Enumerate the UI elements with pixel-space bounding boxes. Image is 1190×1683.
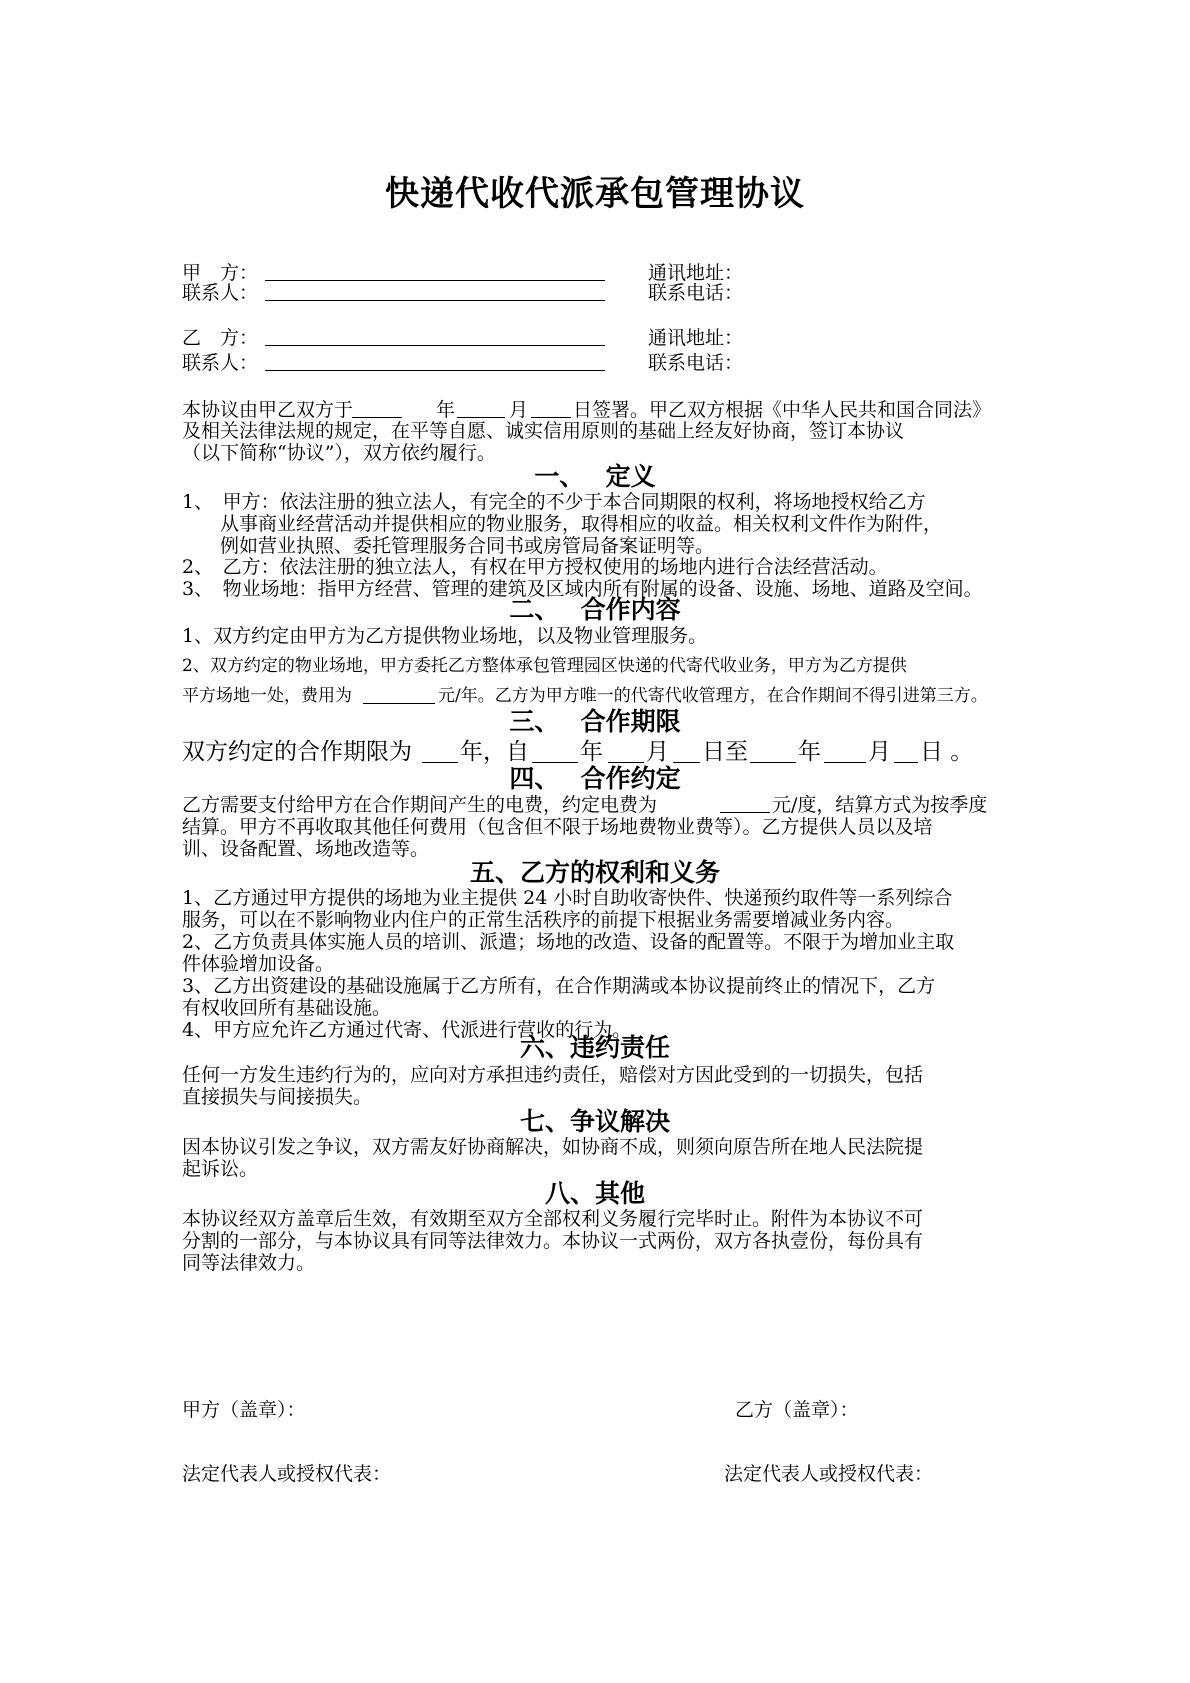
section-5-line-2: 服务，可以在不影响物业内住户的正常生活秩序的前提下根据业务需要增减业务内容。 — [182, 909, 905, 931]
section-7-line-2: 起诉讼。 — [182, 1158, 259, 1180]
party-a-representative-label: 法定代表人或授权代表： — [182, 1463, 392, 1485]
party-a-address-label: 通讯地址： — [648, 262, 744, 284]
section-6-line-1: 任何一方发生违约行为的，应向对方承担违约责任，赔偿对方因此受到的一切损失，包括 — [182, 1064, 924, 1086]
party-a-seal-label: 甲方（盖章）： — [182, 1399, 306, 1421]
intro-text-1a: 本协议由甲乙双方于 — [182, 399, 354, 421]
section-5-line-4: 件体验增加设备。 — [182, 953, 335, 975]
section-2-heading: 二、 合作内容 — [509, 595, 681, 624]
section-5-line-3: 2、乙方负责具体实施人员的培训、派遣；场地的改造、设备的配置等。不限于为增加业主取 — [182, 931, 955, 953]
section-4-line-2: 结算。甲方不再收取其他任何费用（包含但不限于场地费物业费等）。乙方提供人员以及培 — [182, 816, 933, 838]
section-5-heading: 五、乙方的权利和义务 — [469, 858, 720, 887]
section-1-line-2: 从事商业经营活动并提供相应的物业服务，取得相应的收益。相关权利文件作为附件， — [220, 513, 943, 535]
section-4-line-1b: 元/度，结算方式为按季度 — [772, 794, 988, 816]
section-3-text-f: 年 — [798, 739, 821, 765]
electricity-price-blank — [720, 812, 770, 813]
intro-text-1c: 月 — [509, 399, 529, 421]
section-1-line-5: 3、 物业场地：指甲方经营、管理的建筑及区域内所有附属的设备、设施、场地、道路及空间。 — [182, 578, 983, 600]
section-7-heading: 七、争议解决 — [519, 1107, 670, 1136]
section-4-line-1a: 乙方需要支付给甲方在合作期间产生的电费，约定电费为 — [182, 794, 658, 816]
end-month-blank — [824, 762, 866, 763]
section-5-line-6: 有权收回所有基础设施。 — [182, 997, 392, 1019]
party-b-contact-label: 联系人： — [182, 352, 259, 374]
section-2-line-1: 1、双方约定由甲方为乙方提供物业场地，以及物业管理服务。 — [182, 625, 708, 647]
section-6-heading: 六、违约责任 — [519, 1033, 670, 1062]
section-2-line-3b: 元/年。乙方为甲方唯一的代寄代收管理方，在合作期间不得引进第三方。 — [438, 686, 988, 706]
intro-day-blank — [531, 417, 571, 418]
party-a-phone-label: 联系电话： — [648, 282, 744, 304]
start-day-blank — [673, 762, 700, 763]
section-6-line-2: 直接损失与间接损失。 — [182, 1086, 373, 1108]
start-month-blank — [608, 762, 644, 763]
party-a-label: 甲 方： — [182, 262, 259, 284]
section-2-line-2: 2、双方约定的物业场地，甲方委托乙方整体承包管理园区快递的代寄代收业务，甲方为乙方提供 — [182, 656, 907, 676]
section-8-heading: 八、其他 — [544, 1179, 645, 1208]
section-8-line-3: 同等法律效力。 — [182, 1252, 316, 1274]
party-b-contact-blank — [265, 370, 605, 371]
end-year-blank — [750, 762, 796, 763]
section-2-line-3a: 平方场地一处，费用为 — [182, 686, 352, 706]
document-title: 快递代收代派承包管理协议 — [385, 174, 805, 214]
section-3-text-c: 年 — [580, 739, 603, 765]
party-b-representative-label: 法定代表人或授权代表： — [724, 1463, 934, 1485]
section-1-heading: 一、 定义 — [534, 462, 656, 491]
section-3-text-g: 月 — [868, 739, 891, 765]
section-5-line-5: 3、乙方出资建设的基础设施属于乙方所有，在合作期满或本协议提前终止的情况下，乙方 — [182, 975, 936, 997]
section-1-line-1: 1、 甲方：依法注册的独立法人，有完全的不少于本合同期限的权利，将场地授权给乙方 — [182, 491, 926, 513]
section-4-line-3: 训、设备配置、场地改造等。 — [182, 838, 430, 860]
section-1-line-4: 2、 乙方：依法注册的独立法人，有权在甲方授权使用的场地内进行合法经营活动。 — [182, 556, 888, 578]
intro-year-blank — [352, 417, 402, 418]
section-8-line-1: 本协议经双方盖章后生效，有效期至双方全部权利义务履行完毕时止。附件为本协议不可 — [182, 1208, 924, 1230]
party-b-address-label: 通讯地址： — [648, 327, 744, 349]
term-years-blank — [422, 762, 458, 763]
section-3-text-d: 月 — [646, 739, 669, 765]
party-a-contact-label: 联系人： — [182, 282, 259, 304]
section-7-line-1: 因本协议引发之争议，双方需友好协商解决，如协商不成，则须向原告所在地人民法院提 — [182, 1136, 924, 1158]
intro-text-1b: 年 — [436, 399, 456, 421]
party-b-blank — [265, 345, 605, 346]
start-year-blank — [532, 762, 578, 763]
party-b-phone-label: 联系电话： — [648, 352, 744, 374]
section-5-line-7: 4、甲方应允许乙方通过代寄、代派进行营收的行为。 — [182, 1019, 632, 1041]
intro-text-3: （以下简称“协议”），双方依约履行。 — [182, 442, 496, 464]
section-4-heading: 四、 合作约定 — [509, 764, 681, 793]
party-b-seal-label: 乙方（盖章）： — [735, 1399, 859, 1421]
section-5-line-1: 1、乙方通过甲方提供的场地为业主提供 24 小时自助收寄快件、快递预约取件等一系列综合 — [182, 887, 953, 909]
end-day-blank — [894, 762, 918, 763]
intro-month-blank — [457, 417, 505, 418]
intro-text-1d: 日签署。甲乙双方根据《中华人民共和国合同法》 — [573, 399, 992, 421]
section-8-line-2: 分割的一部分，与本协议具有同等法律效力。本协议一式两份，双方各执壹份，每份具有 — [182, 1230, 924, 1252]
section-3-text-a: 双方约定的合作期限为 — [182, 739, 412, 765]
party-a-contact-blank — [265, 300, 605, 301]
section-3-text-b: 年，自 — [460, 739, 529, 765]
intro-text-2: 及相关法律法规的规定，在平等自愿、诚实信用原则的基础上经友好协商，签订本协议 — [182, 420, 905, 442]
section-3-text-e: 日至 — [702, 739, 748, 765]
party-b-label: 乙 方： — [182, 327, 259, 349]
section-3-text-h: 日 。 — [920, 739, 974, 765]
section-2-fee-blank — [363, 703, 435, 704]
section-3-heading: 三、 合作期限 — [509, 707, 681, 736]
section-1-line-3: 例如营业执照、委托管理服务合同书或房管局备案证明等。 — [220, 535, 715, 557]
party-a-blank — [265, 280, 605, 281]
